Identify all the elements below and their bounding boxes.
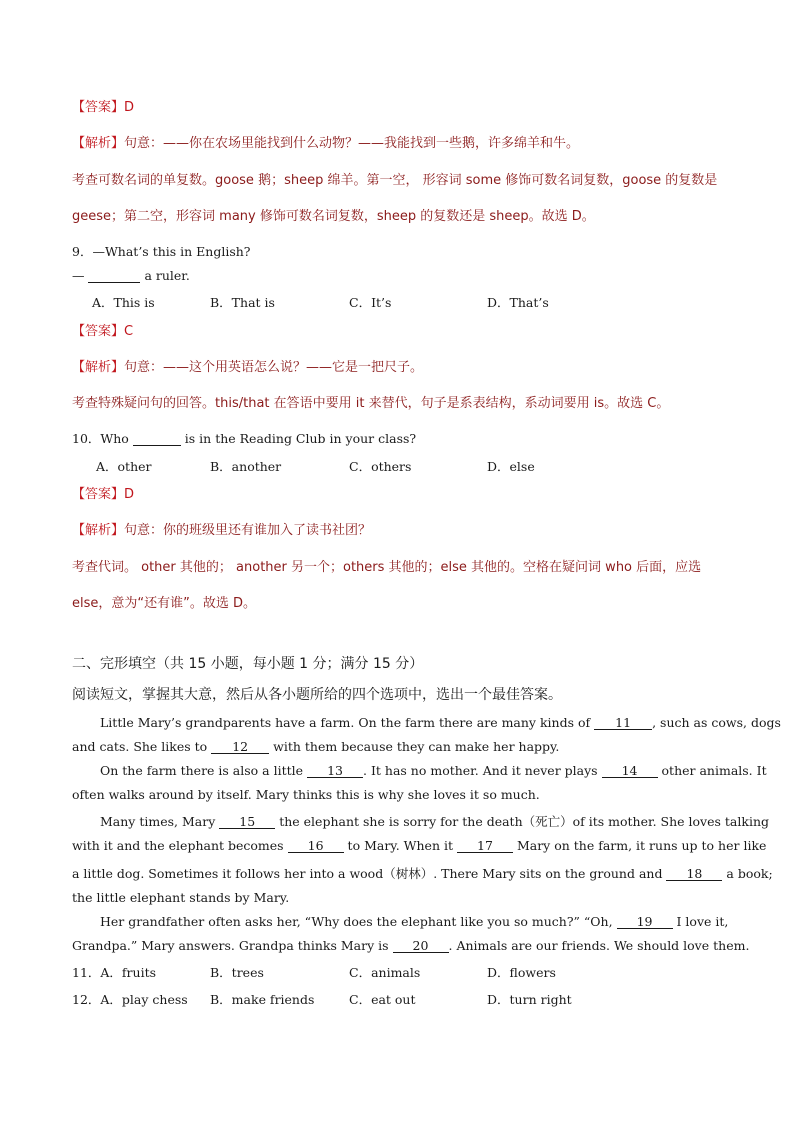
q12-option-d[interactable]: D．turn right [487,992,572,1007]
passage-line-7 [72,864,773,882]
q9-option-a[interactable]: A．This is [92,295,155,310]
passage-line-2 [72,739,559,754]
q10-stem-prefix: 10．Who [72,431,133,446]
q9-analysis-line1 [72,356,423,375]
passage-line-3 [100,763,767,778]
passage-text: Her grandfather often asks her, “Why does the elephant like you so much?” “Oh, [100,914,617,929]
passage-text: , such as cows, dogs [652,715,781,730]
q9-stem: 9．—What’s this in English? [72,244,251,259]
passage-line-8: the little elephant stands by Mary. [72,890,290,905]
blank-12[interactable]: 12 [211,740,269,754]
q12-option-b[interactable]: B．make friends [210,992,315,1007]
q10-analysis-line1 [72,519,371,538]
passage-line-5 [100,812,769,830]
q9-reply-prefix: — [72,268,89,283]
passage-text: . Animals are our friends. We should love them. [448,938,750,953]
q10-answer-value: D [124,487,135,502]
q10-stem-suffix: is in the Reading Club in your class? [180,431,417,446]
q9-option-b[interactable]: B．That is [210,295,275,310]
q9-reply-suffix: a ruler. [140,268,190,283]
q8-answer-tag: 【答案】 [72,100,125,115]
q9-reply [72,268,190,283]
q8-answer-value: D [124,100,135,115]
q9-analysis-line2: 考查特殊疑问句的回答。this/that 在答语中要用 it 来替代，句子是系表结构，系动词要用 is。故选 C。 [72,396,670,411]
q12-option-a[interactable]: 12．A．play chess [72,992,188,1007]
passage-text: I love it, [672,914,729,929]
q10-analysis-tag: 【解析】 [72,523,125,538]
q8-analysis-line3: geese；第二空，形容词 many 修饰可数名词复数，sheep 的复数还是 sheep。故选 D。 [72,209,595,224]
q10-analysis-line3: else，意为“还有谁”。故选 D。 [72,596,256,611]
passage-text: to Mary. When it [343,838,457,853]
q11-option-d[interactable]: D．flowers [487,965,556,980]
q9-answer-line [72,320,133,339]
q10-option-c[interactable]: C．others [349,459,412,474]
passage-text: Mary on the farm, it runs up to her like [512,838,767,853]
q9-answer-value: C [124,324,134,339]
blank-16[interactable]: 16 [288,839,344,853]
passage-line-6 [72,838,766,853]
q9-option-d[interactable]: D．That’s [487,295,549,310]
passage-text: Little Mary’s grandparents have a farm. On the farm there are many kinds of [100,715,595,730]
q8-analysis-tag: 【解析】 [72,136,125,151]
q9-analysis-tag: 【解析】 [72,360,125,375]
blank-19[interactable]: 19 [617,915,673,929]
passage-text: with them because they can make her happy. [269,739,560,754]
q10-answer-line [72,483,134,502]
q10-answer-tag: 【答案】 [72,487,125,502]
q9-option-c[interactable]: C．It’s [349,295,392,310]
passage-line-9 [100,914,728,929]
q9-analysis-text1: 句意：——这个用英语怎么说？——它是一把尺子。 [124,360,424,375]
q8-analysis-line2: 考查可数名词的单复数。goose 鹅；sheep 绵羊。第一空， 形容词 some 修饰可数名词复数，goose 的复数是 [72,173,718,188]
passage-text: other animals. It [657,763,767,778]
q11-option-c[interactable]: C．animals [349,965,421,980]
q12-option-c[interactable]: C．eat out [349,992,416,1007]
passage-line-10 [72,938,749,953]
section2-instruction: 阅读短文，掌握其大意，然后从各小题所给的四个选项中，选出一个最佳答案。 [72,687,562,703]
blank-18[interactable]: 18 [666,867,722,881]
passage-text: and cats. She likes to [72,739,212,754]
passage-text: . It has no mother. And it never plays [363,763,602,778]
q10-option-b[interactable]: B．another [210,459,282,474]
q10-option-a[interactable]: A．other [96,459,152,474]
q10-option-d[interactable]: D．else [487,459,535,474]
passage-text: Grandpa.” Mary answers. Grandpa thinks Mary is [72,938,393,953]
q11-option-a[interactable]: 11．A．fruits [72,965,157,980]
blank-15[interactable]: 15 [219,815,275,829]
section2-title: 二、完形填空（共 15 小题，每小题 1 分；满分 15 分） [72,656,424,672]
q10-analysis-line2: 考查代词。 other 其他的； another 另一个；others 其他的；else 其他的。空格在疑问词 who 后面，应选 [72,560,702,575]
q8-analysis-text1: 句意：——你在农场里能找到什么动物？——我能找到一些鹅，许多绵羊和牛。 [124,136,580,151]
q11-option-b[interactable]: B．trees [210,965,264,980]
blank-14[interactable]: 14 [602,764,658,778]
passage-line-4: often walks around by itself. Mary thinks this is why she loves it so much. [72,787,540,802]
q8-answer-line [72,96,134,115]
blank-13[interactable]: 13 [307,764,363,778]
q10-analysis-text1: 句意：你的班级里还有谁加入了读书社团？ [124,523,372,538]
passage-text: a little dog. Sometimes it follows her into a wood（树林）. There Mary sits on the ground and [72,866,667,881]
q10-stem [72,429,416,447]
q9-blank[interactable] [88,269,140,283]
passage-text: On the farm there is also a little [100,763,308,778]
blank-20[interactable]: 20 [393,939,449,953]
passage-text: Many times, Mary [100,814,220,829]
q8-analysis-line1 [72,132,579,151]
passage-line-1 [100,715,781,730]
blank-17[interactable]: 17 [457,839,513,853]
passage-text: a book; [722,866,773,881]
passage-text: the elephant she is sorry for the death（死亡）of its mother. She loves talking [275,814,770,829]
q10-blank[interactable] [133,432,181,446]
q9-answer-tag: 【答案】 [72,324,125,339]
blank-11[interactable]: 11 [594,716,652,730]
passage-text: with it and the elephant becomes [72,838,288,853]
